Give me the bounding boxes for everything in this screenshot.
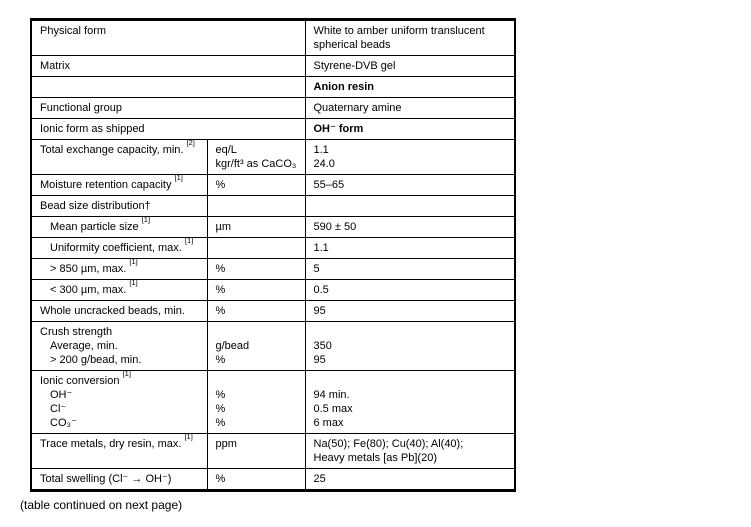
property-line: Ionic form as shipped [40,123,145,135]
value-line: 55–65 [313,179,345,191]
value-cell [305,280,515,301]
property-cell [31,56,305,77]
value-cell [305,77,515,98]
units-cell [207,217,305,238]
value-cell [305,238,515,259]
value-cell [305,140,515,175]
value-cell [305,98,515,119]
value-cell [305,196,515,217]
property-line: Cl⁻ [50,403,67,415]
units-line: % [215,417,226,429]
units-line [216,325,297,339]
units-line: kgr/ft³ as CaCO₃ [215,158,297,170]
property-cell [31,20,305,56]
table-row [31,140,515,175]
units-line: % [215,389,226,401]
value-line: Na(50); Fe(80); Cu(40); Al(40); [313,438,464,450]
property-line: < 300 µm, max. [1] [50,279,138,296]
value-line: spherical beads [313,39,391,51]
property-cell [31,238,207,259]
table-row [31,217,515,238]
value-cell [305,175,515,196]
property-cell [31,469,207,491]
table-continued-note: (table continued on next page) [20,498,183,512]
units-cell [207,140,305,175]
table-row [31,371,515,434]
value-line: OH⁻ form [313,123,364,135]
property-line: OH⁻ [50,389,73,401]
units-line: % [215,284,226,296]
property-cell [31,322,207,371]
value-cell [305,20,515,56]
value-line: 25 [313,473,326,485]
units-line: eq/L [215,144,237,156]
table-row [31,77,515,98]
value-line: 350 [313,340,332,352]
value-line: 95 [313,354,326,366]
units-line [216,374,297,388]
value-cell [305,259,515,280]
value-cell [305,217,515,238]
property-cell [31,119,305,140]
property-line: Average, min. [50,340,118,352]
property-cell [31,77,305,98]
units-cell [207,175,305,196]
property-line: CO₃⁻ [50,417,77,429]
value-line: 0.5 max [313,403,353,415]
footnote-marker: [1] [122,370,131,379]
value-cell [305,119,515,140]
property-line: > 850 µm, max. [1] [50,258,138,275]
property-cell [31,175,207,196]
units-cell [207,301,305,322]
value-cell [305,301,515,322]
units-line: ppm [215,438,237,450]
units-cell [207,280,305,301]
property-line: Total swelling (Cl⁻ → OH⁻) [40,473,172,485]
footnote-marker: [2] [186,139,195,148]
property-cell [31,217,207,238]
value-line: 1.1 [313,242,329,254]
footnote-marker: [1] [184,237,194,246]
property-cell [31,98,305,119]
property-line: > 200 g/bead, min. [50,354,142,366]
value-cell [305,434,515,469]
table-row [31,280,515,301]
property-line: Bead size distribution† [40,200,151,212]
table-row [31,322,515,371]
property-line: Moisture retention capacity [1] [40,174,183,191]
table-row [31,301,515,322]
units-cell [207,434,305,469]
value-line: Heavy metals [as Pb](20) [313,452,437,464]
value-line [314,325,507,339]
value-line [314,374,507,388]
units-line: µm [215,221,232,233]
table-row [31,434,515,469]
property-line: Crush strength [40,326,113,338]
property-line: Functional group [40,102,122,114]
footnote-marker: [1] [141,216,151,225]
property-line: Mean particle size [1] [50,216,151,233]
property-line: Total exchange capacity, min. [2] [40,139,195,156]
property-cell [31,280,207,301]
property-line: Physical form [40,25,107,37]
property-line: Whole uncracked beads, min. [40,305,185,317]
value-line: 24.0 [313,158,335,170]
table-row [31,196,515,217]
value-line: 590 ± 50 [313,221,357,233]
property-cell [31,371,207,434]
footnote-marker: [1] [129,258,138,267]
value-cell [305,469,515,491]
footnote-marker: [1] [174,174,183,183]
table-row [31,238,515,259]
property-line: Trace metals, dry resin, max. [1] [40,433,193,450]
property-cell [31,434,207,469]
value-line: 0.5 [313,284,329,296]
units-cell [207,371,305,434]
value-line: 1.1 [313,144,329,156]
table-row [31,56,515,77]
units-line: g/bead [215,340,250,352]
units-line: % [215,263,226,275]
property-line: Ionic conversion [1] [40,370,131,387]
resin-spec-table [30,18,516,492]
value-line: Styrene-DVB gel [313,60,396,72]
value-line: White to amber uniform translucent [313,25,485,37]
table-row [31,469,515,491]
table-row [31,20,515,56]
footnote-marker: [1] [184,433,193,442]
table-row [31,98,515,119]
table-row [31,119,515,140]
property-cell [31,301,207,322]
property-line: Uniformity coefficient, max. [1] [50,237,194,254]
value-line: 94 min. [313,389,350,401]
property-cell [31,140,207,175]
units-line: % [215,179,226,191]
resin-spec-table-body [31,20,515,491]
units-cell [207,469,305,491]
value-cell [305,371,515,434]
units-cell [207,322,305,371]
units-cell [207,259,305,280]
units-line: % [215,473,226,485]
value-line: 95 [313,305,326,317]
value-line: Quaternary amine [313,102,402,114]
footnote-marker: [1] [129,279,138,288]
units-line: % [215,403,226,415]
property-line [40,80,297,94]
units-cell [207,196,305,217]
units-cell [207,238,305,259]
table-row [31,175,515,196]
units-line: % [215,354,226,366]
value-line: 6 max [313,417,344,429]
units-line: % [215,305,226,317]
property-line: Matrix [40,60,70,72]
property-cell [31,259,207,280]
value-cell [305,56,515,77]
property-cell [31,196,207,217]
table-row [31,259,515,280]
value-cell [305,322,515,371]
value-line: Anion resin [313,81,375,93]
value-line: 5 [313,263,320,275]
